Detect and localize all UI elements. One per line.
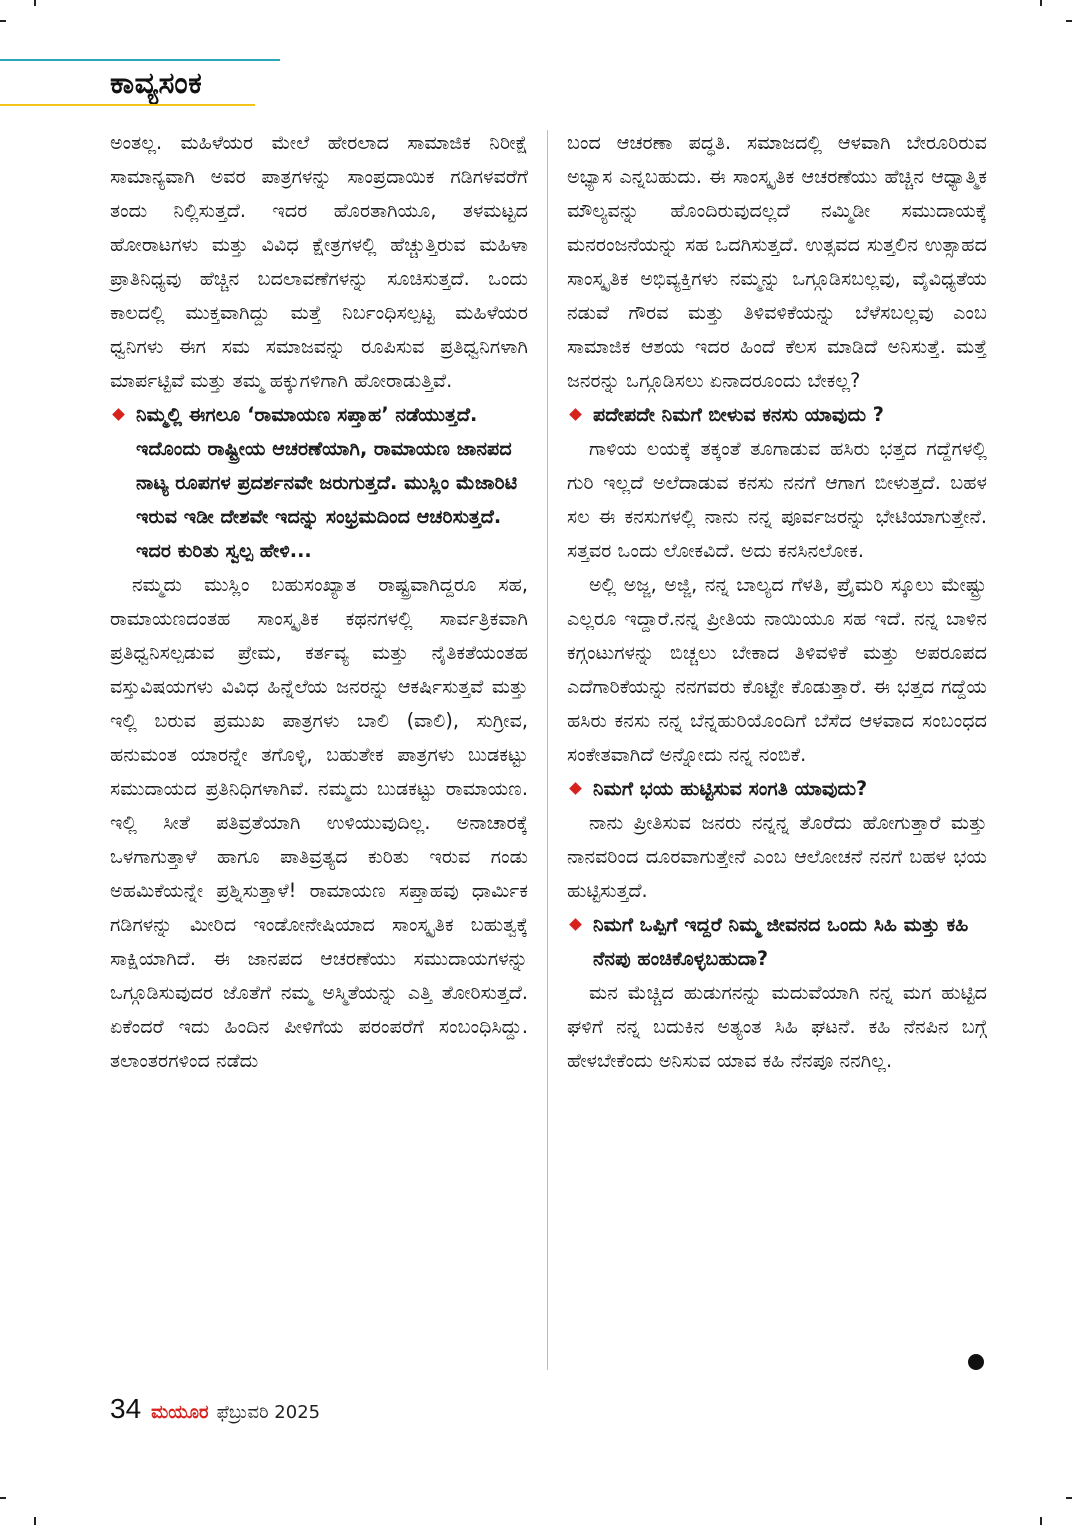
paragraph: ನಾನು ಪ್ರೀತಿಸುವ ಜನರು ನನ್ನನ್ನ ತೊರೆದು ಹೋಗುತ್ತಾರೆ ಮತ್ತು ನಾನವರಿಂದ ದೂರವಾಗುತ್ತೇನೆ ಎಂಬ ಆಲೋಚನೆ ನನಗೆ ಬಹಳ ಭಯ ಹುಟ್ಟಿಸುತ್ತದೆ. [567, 811, 987, 902]
issue-date: ಫೆಬ್ರುವರಿ 2025 [216, 1402, 321, 1423]
diamond-bullet-icon [112, 408, 125, 421]
left-column [110, 126, 528, 1078]
interview-question [110, 398, 528, 568]
paragraph: ಅಂತಲ್ಲ. ಮಹಿಳೆಯರ ಮೇಲೆ ಹೇರಲಾದ ಸಾಮಾಜಿಕ ನಿರೀಕ್ಷೆ ಸಾಮಾನ್ಯವಾಗಿ ಅವರ ಪಾತ್ರಗಳನ್ನು ಸಾಂಪ್ರದಾಯಿಕ ಗಡಿಗಳವರೆಗೆ ತಂದು ನಿಲ್ಲಿಸುತ್ತದೆ. ಇದರ ಹೊರತಾಗಿಯೂ, ತಳಮಟ್ಟದ ಹೋರಾಟಗಳು ಮತ್ತು ವಿವಿಧ ಕ್ಷೇತ್ರಗಳಲ್ಲಿ ಹೆಚ್ಚುತ್ತಿರುವ ಮಹಿಳಾ ಪ್ರಾತಿನಿಧ್ಯವು ಹೆಚ್ಚಿನ ಬದಲಾವಣೆಗಳನ್ನು ಸೂಚಿಸುತ್ತದೆ. ಒಂದು ಕಾಲದಲ್ಲಿ ಮುಕ್ತವಾಗಿದ್ದು ಮತ್ತೆ ನಿರ್ಬಂಧಿಸಲ್ಪಟ್ಟ ಮಹಿಳೆಯರ ಧ್ವನಿಗಳು ಈಗ ಸಮ ಸಮಾಜವನ್ನು ರೂಪಿಸುವ ಪ್ರತಿಧ್ವನಿಗಳಾಗಿ ಮಾರ್ಪಟ್ಟಿವೆ ಮತ್ತು ತಮ್ಮ ಹಕ್ಕುಗಳಿಗಾಗಿ ಹೋರಾಡುತ್ತಿವೆ. [110, 131, 528, 392]
header-rule-top [0, 59, 280, 61]
interview-question [567, 398, 987, 432]
interview-question [567, 908, 987, 976]
interview-question [567, 772, 987, 806]
diamond-bullet-icon [569, 918, 582, 931]
right-column [567, 126, 987, 1078]
question-text: ನಿಮಗೆ ಒಪ್ಪಿಗೆ ಇದ್ದರೆ ನಿಮ್ಮ ಜೀವನದ ಒಂದು ಸಿಹಿ ಮತ್ತು ಕಹಿ ನೆನಪು ಹಂಚಿಕೊಳ್ಳಬಹುದಾ? [593, 913, 969, 970]
question-text: ನಿಮ್ಮಲ್ಲಿ ಈಗಲೂ ‘ರಾಮಾಯಣ ಸಪ್ತಾಹ’ ನಡೆಯುತ್ತದೆ. ಇದೊಂದು ರಾಷ್ಟ್ರೀಯ ಆಚರಣೆಯಾಗಿ, ರಾಮಾಯಣ ಜಾನಪದ ನಾಟ್ಯ ರೂಪಗಳ ಪ್ರದರ್ಶನವೇ ಜರುಗುತ್ತದೆ. ಮುಸ್ಲಿಂ ಮೆಜಾರಿಟಿ ಇರುವ ಇಡೀ ದೇಶವೇ ಇದನ್ನು ಸಂಭ್ರಮದಿಂದ ಆಚರಿಸುತ್ತದೆ. ಇದರ ಕುರಿತು ಸ್ವಲ್ಪ ಹೇಳಿ... [136, 403, 518, 562]
paragraph: ಗಾಳಿಯ ಲಯಕ್ಕೆ ತಕ್ಕಂತೆ ತೂಗಾಡುವ ಹಸಿರು ಭತ್ತದ ಗದ್ದೆಗಳಲ್ಲಿ ಗುರಿ ಇಲ್ಲದೆ ಅಲೆದಾಡುವ ಕನಸು ನನಗೆ ಆಗಾಗ ಬೀಳುತ್ತದೆ. ಬಹಳ ಸಲ ಈ ಕನಸುಗಳಲ್ಲಿ ನಾನು ನನ್ನ ಪೂರ್ವಜರನ್ನು ಭೇಟಿಯಾಗುತ್ತೇನೆ. ಸತ್ತವರ ಒಂದು ಲೋಕವಿದೆ. ಅದು ಕನಸಿನಲೋಕ. [567, 437, 987, 562]
paragraph: ಬಂದ ಆಚರಣಾ ಪದ್ಧತಿ. ಸಮಾಜದಲ್ಲಿ ಆಳವಾಗಿ ಬೇರೂರಿರುವ ಅಭ್ಯಾಸ ಎನ್ನಬಹುದು. ಈ ಸಾಂಸ್ಕೃತಿಕ ಆಚರಣೆಯು ಹೆಚ್ಚಿನ ಆಧ್ಯಾತ್ಮಿಕ ಮೌಲ್ಯವನ್ನು ಹೊಂದಿರುವುದಲ್ಲದೆ ನಮ್ಮಿಡೀ ಸಮುದಾಯಕ್ಕೆ ಮನರಂಜನೆಯನ್ನು ಸಹ ಒದಗಿಸುತ್ತದೆ. ಉತ್ಸವದ ಸುತ್ತಲಿನ ಉತ್ಸಾಹದ ಸಾಂಸ್ಕೃತಿಕ ಅಭಿವ್ಯಕ್ತಿಗಳು ನಮ್ಮನ್ನು ಒಗ್ಗೂಡಿಸಬಲ್ಲವು, ವೈವಿಧ್ಯತೆಯ ನಡುವೆ ಗೌರವ ಮತ್ತು ತಿಳಿವಳಿಕೆಯನ್ನು ಬೆಳೆಸಬಲ್ಲವು ಎಂಬ ಸಾಮಾಜಿಕ ಆಶಯ ಇದರ ಹಿಂದೆ ಕೆಲಸ ಮಾಡಿದೆ ಅನಿಸುತ್ತೆ. ಮತ್ತೆ ಜನರನ್ನು ಒಗ್ಗೂಡಿಸಲು ಏನಾದರೂಂದು ಬೇಕಲ್ಲ? [567, 131, 987, 392]
page-footer [110, 1393, 320, 1427]
crop-mark [1066, 20, 1072, 22]
end-of-article-dot-icon [968, 1354, 984, 1370]
page-number: 34 [110, 1393, 142, 1424]
paragraph: ಅಲ್ಲಿ ಅಜ್ಜ, ಅಜ್ಜಿ, ನನ್ನ ಬಾಲ್ಯದ ಗೆಳತಿ, ಪ್ರೈಮರಿ ಸ್ಕೂಲು ಮೇಷ್ಟ್ರು ಎಲ್ಲರೂ ಇದ್ದಾರೆ.ನನ್ನ ಪ್ರೀತಿಯ ನಾಯಿಯೂ ಸಹ ಇದೆ. ನನ್ನ ಬಾಳಿನ ಕಗ್ಗಂಟುಗಳನ್ನು ಬಿಚ್ಚಲು ಬೇಕಾದ ತಿಳಿವಳಿಕೆ ಮತ್ತು ಅಪರೂಪದ ಎದೆಗಾರಿಕೆಯನ್ನು ನನಗವರು ಕೊಟ್ಟೇ ಕೊಡುತ್ತಾರೆ. ಈ ಭತ್ತದ ಗದ್ದೆಯ ಹಸಿರು ಕನಸು ನನ್ನ ಬೆನ್ನಹುರಿಯೊಂದಿಗೆ ಬೆಸೆದ ಆಳವಾದ ಸಂಬಂಧದ ಸಂಕೇತವಾಗಿದೆ ಅನ್ನೋದು ನನ್ನ ನಂಬಿಕೆ. [567, 573, 987, 766]
header-rule-bottom [0, 104, 255, 106]
crop-mark [1040, 0, 1042, 6]
paragraph: ನಮ್ಮದು ಮುಸ್ಲಿಂ ಬಹುಸಂಖ್ಯಾತ ರಾಷ್ಟ್ರವಾಗಿದ್ದರೂ ಸಹ, ರಾಮಾಯಣದಂತಹ ಸಾಂಸ್ಕೃತಿಕ ಕಥನಗಳಲ್ಲಿ ಸಾರ್ವತ್ರಿಕವಾಗಿ ಪ್ರತಿಧ್ವನಿಸಲ್ಪಡುವ ಪ್ರೇಮ, ಕರ್ತವ್ಯ ಮತ್ತು ನೈತಿಕತೆಯಂತಹ ವಸ್ತುವಿಷಯಗಳು ವಿವಿಧ ಹಿನ್ನೆಲೆಯ ಜನರನ್ನು ಆಕರ್ಷಿಸುತ್ತವೆ ಮತ್ತು ಇಲ್ಲಿ ಬರುವ ಪ್ರಮುಖ ಪಾತ್ರಗಳು ಬಾಲಿ (ವಾಲಿ), ಸುಗ್ರೀವ, ಹನುಮಂತ ಯಾರನ್ನೇ ತಗೊಳ್ಳಿ, ಬಹುತೇಕ ಪಾತ್ರಗಳು ಬುಡಕಟ್ಟು ಸಮುದಾಯದ ಪ್ರತಿನಿಧಿಗಳಾಗಿವೆ. ನಮ್ಮದು ಬುಡಕಟ್ಟು ರಾಮಾಯಣ. ಇಲ್ಲಿ ಸೀತೆ ಪತಿವ್ರತೆಯಾಗಿ ಉಳಿಯುವುದಿಲ್ಲ. ಅನಾಚಾರಕ್ಕೆ ಒಳಗಾಗುತ್ತಾಳೆ ಹಾಗೂ ಪಾತಿವ್ರತ್ಯದ ಕುರಿತು ಇರುವ ಗಂಡು ಅಹಮಿಕೆಯನ್ನೇ ಪ್ರಶ್ನಿಸುತ್ತಾಳೆ! ರಾಮಾಯಣ ಸಪ್ತಾಹವು ಧಾರ್ಮಿಕ ಗಡಿಗಳನ್ನು ಮೀರಿದ ಇಂಡೋನೇಷಿಯಾದ ಸಾಂಸ್ಕೃತಿಕ ಬಹುತ್ವಕ್ಕೆ ಸಾಕ್ಷಿಯಾಗಿದೆ. ಈ ಜಾನಪದ ಆಚರಣೆಯು ಸಮುದಾಯಗಳನ್ನು ಒಗ್ಗೂಡಿಸುವುದರ ಜೊತೆಗೆ ನಮ್ಮ ಅಸ್ಮಿತೆಯನ್ನು ಎತ್ತಿ ತೋರಿಸುತ್ತದೆ. ಏಕೆಂದರೆ ಇದು ಹಿಂದಿನ ಪೀಳಿಗೆಯ ಪರಂಪರೆಗೆ ಸಂಬಂಧಿಸಿದ್ದು. ತಲಾಂತರಗಳಿಂದ ನಡೆದು [110, 573, 528, 1072]
crop-mark [1040, 1517, 1042, 1525]
paragraph: ಮನ ಮೆಚ್ಚಿದ ಹುಡುಗನನ್ನು ಮದುವೆಯಾಗಿ ನನ್ನ ಮಗ ಹುಟ್ಟಿದ ಘಳಿಗೆ ನನ್ನ ಬದುಕಿನ ಅತ್ಯಂತ ಸಿಹಿ ಘಟನೆ. ಕಹಿ ನೆನಪಿನ ಬಗ್ಗೆ ಹೇಳಬೇಕೆಂದು ಅನಿಸುವ ಯಾವ ಕಹಿ ನೆನಪೂ ನನಗಿಲ್ಲ. [567, 981, 987, 1072]
question-text: ನಿಮಗೆ ಭಯ ಹುಟ್ಟಿಸುವ ಸಂಗತಿ ಯಾವುದು? [593, 777, 868, 800]
column-divider [547, 130, 548, 1370]
crop-mark [0, 1497, 6, 1499]
crop-mark [34, 0, 36, 6]
crop-mark [34, 1517, 36, 1525]
crop-mark [0, 20, 6, 22]
crop-mark [1066, 1497, 1072, 1499]
question-text: ಪದೇಪದೇ ನಿಮಗೆ ಬೀಳುವ ಕನಸು ಯಾವುದು ? [593, 403, 884, 426]
diamond-bullet-icon [569, 782, 582, 795]
diamond-bullet-icon [569, 408, 582, 421]
section-title: ಕಾವ್ಯಸಂಕ [110, 66, 203, 101]
magazine-logo: ಮಯೂರ [151, 1402, 209, 1423]
